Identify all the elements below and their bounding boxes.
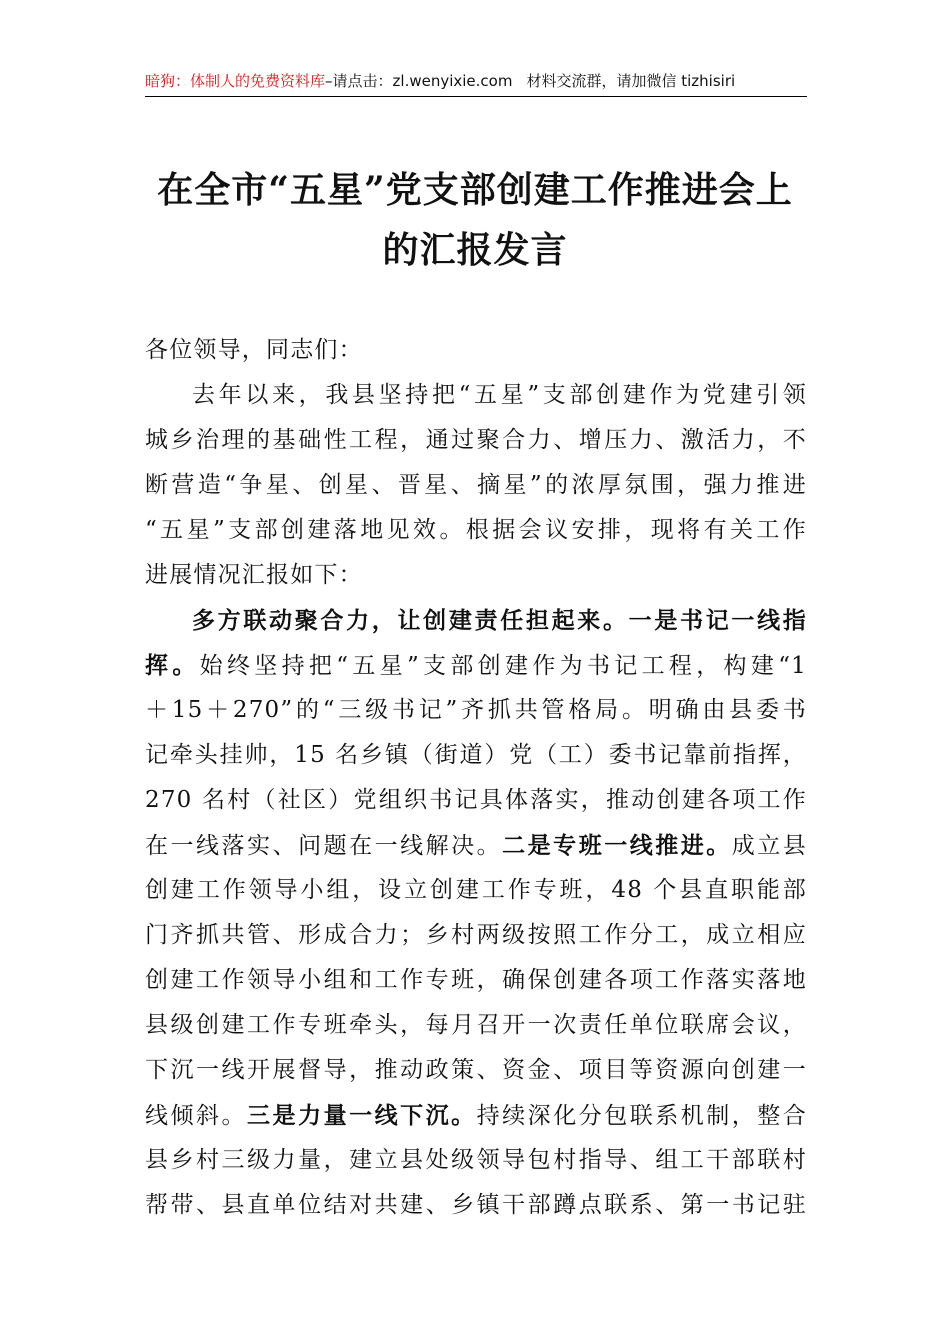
paragraph-1-line: 进展情况汇报如下： — [145, 562, 363, 588]
paragraph-text: 成立县 — [731, 833, 807, 859]
paragraph-2-line — [145, 643, 807, 688]
header-note: 材料交流群，请加微信 tizhisiri — [526, 72, 736, 90]
paragraph-2-line: 县级创建工作专班牵头，每月召开一次责任单位联席会议， — [145, 1012, 807, 1038]
paragraph-2-line: 创建工作领导小组，设立创建工作专班，48 个县直职能部 — [145, 877, 807, 903]
title-line-2: 的汇报发言 — [382, 229, 568, 271]
paragraph-text: 始终坚持把“五星”支部创建作为书记工程，构建“1 — [199, 653, 807, 679]
document-title — [130, 160, 820, 280]
paragraph-2-line: 县乡村三级力量，建立县处级领导包村指导、组工干部联村 — [145, 1147, 807, 1173]
paragraph-2-line: 记牵头挂帅，15 名乡镇（街道）党（工）委书记靠前指挥， — [145, 742, 807, 768]
paragraph-2-line: 创建工作领导小组和工作专班，确保创建各项工作落实落地 — [145, 967, 807, 993]
section-heading: 挥。 — [145, 652, 200, 679]
header-url[interactable]: zl.wenyixie.com — [392, 72, 513, 90]
paragraph-2-line: 270 名村（社区）党组织书记具体落实，推动创建各项工作 — [145, 787, 807, 813]
salutation: 各位领导，同志们： — [145, 337, 363, 363]
paragraph-2-line: 下沉一线开展督导，推动政策、资金、项目等资源向创建一 — [145, 1057, 807, 1083]
paragraph-text: 在一线落实、问题在一线解决。 — [145, 833, 503, 859]
paragraph-2-line: ＋15＋270”的“三级书记”齐抓共管格局。明确由县委书 — [145, 697, 807, 723]
section-heading: 多方联动聚合力，让创建责任担起来。一是书记一线指 — [192, 607, 807, 634]
paragraph-2-line: 门齐抓共管、形成合力；乡村两级按照工作分工，成立相应 — [145, 922, 807, 948]
paragraph-1-line: 城乡治理的基础性工程，通过聚合力、增压力、激活力，不 — [145, 427, 807, 453]
paragraph-2-line: 帮带、县直单位结对共建、乡镇干部蹲点联系、第一书记驻 — [145, 1192, 807, 1218]
header-brand: 暗狗：体制人的免费资料库 — [145, 72, 326, 90]
sub-heading: 三是力量一线下沉。 — [247, 1102, 477, 1129]
paragraph-text: 持续深化分包联系机制，整合 — [476, 1103, 807, 1129]
paragraph-2-line — [145, 1093, 807, 1138]
paragraph-1-line: “五星”支部创建落地见效。根据会议安排，现将有关工作 — [145, 517, 807, 543]
title-line-1: 在全市“五星”党支部创建工作推进会上 — [157, 169, 793, 211]
paragraph-1-line: 断营造“争星、创星、晋星、摘星”的浓厚氛围，强力推进 — [145, 472, 807, 498]
sub-heading: 二是专班一线推进。 — [502, 832, 732, 859]
header-prompt: –请点击： — [325, 72, 393, 90]
paragraph-2-line — [145, 598, 807, 643]
paragraph-1-line: 去年以来，我县坚持把“五星”支部创建作为党建引领 — [192, 382, 807, 408]
paragraph-2-line — [145, 823, 807, 868]
document-body — [145, 328, 807, 1228]
paragraph-text: 线倾斜。 — [145, 1103, 248, 1129]
document-header — [145, 70, 807, 97]
